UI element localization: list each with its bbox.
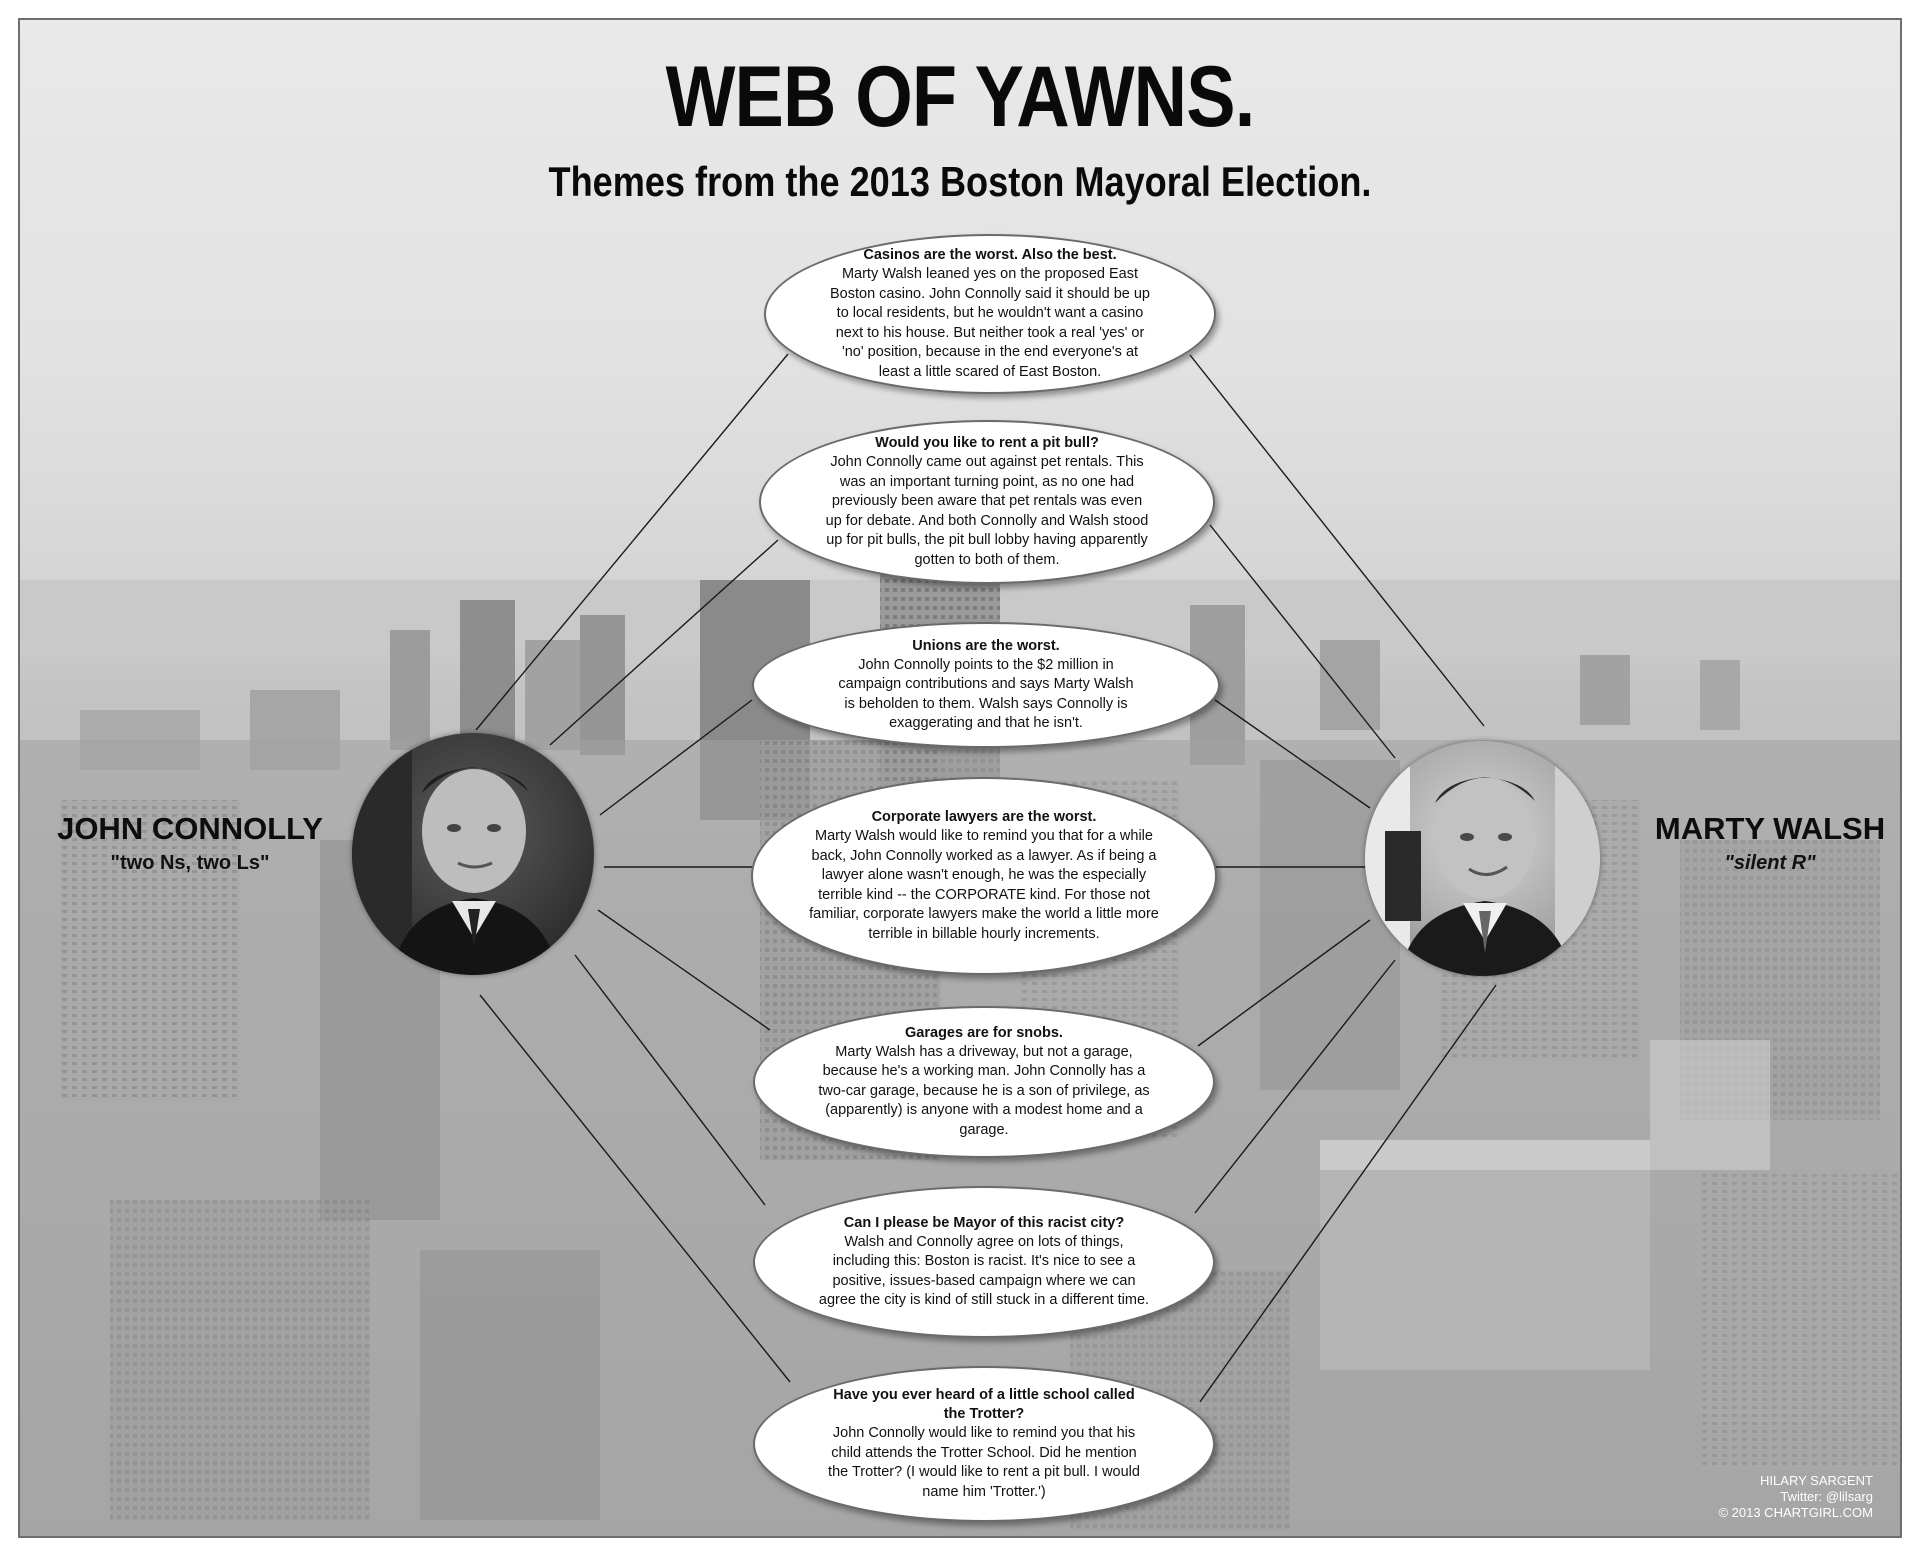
theme-oval-garages xyxy=(753,1006,1215,1158)
theme-oval-trotter xyxy=(753,1366,1215,1522)
theme-body: Walsh and Connolly agree on lots of things, including this: Boston is racist. It's nice to see a positive, issues-based campaign where we can agree the city is kind of still stuck in a different time. xyxy=(818,1233,1150,1308)
connector-left-unions xyxy=(600,700,752,815)
theme-heading: Have you ever heard of a little school called the Trotter? xyxy=(833,1387,1135,1422)
john-connolly-photo xyxy=(352,733,594,975)
theme-oval-unions xyxy=(752,622,1220,748)
connector-left-racist xyxy=(575,955,765,1205)
credit-author: HILARY SARGENT xyxy=(1760,1473,1873,1488)
john-connolly-tagline: "two Ns, two Ls" xyxy=(110,852,270,874)
connector-right-trotter xyxy=(1200,985,1496,1402)
theme-heading: Corporate lawyers are the worst. xyxy=(871,809,1097,825)
theme-body: John Connolly points to the $2 million in campaign contributions and says Marty Walsh is beholden to them. Walsh says Connolly is exaggerating and that he isn't. xyxy=(838,656,1134,731)
theme-body: Marty Walsh would like to remind you that for a while back, John Connolly worked as a lawyer. As if being a lawyer alone wasn't enough, he was the especially terrible kind -- the CORPORATE kind. For those not familiar, corporate lawyers make the world a little more terrible in billable hourly increments. xyxy=(809,828,1159,942)
connector-right-pitbull xyxy=(1210,525,1395,758)
connector-left-trotter xyxy=(480,995,790,1382)
person-silhouette-icon xyxy=(352,733,594,975)
theme-body: John Connolly would like to remind you that his child attends the Trotter School. Did he mention the Trotter? (I would like to rent a pit bull. I would name him 'Trotter.') xyxy=(828,1425,1140,1500)
theme-body: John Connolly came out against pet rentals. This was an important turning point, as no one had previously been aware that pet rentals was even up for debate. And both Connolly and Walsh stood up for pit bulls, the pit bull lobby having apparently gotten to both of them. xyxy=(825,454,1149,568)
theme-heading: Garages are for snobs. xyxy=(905,1024,1063,1041)
theme-oval-racist-city xyxy=(753,1186,1215,1338)
credit-twitter: Twitter: @lilsarg xyxy=(1780,1489,1873,1504)
theme-body: Marty Walsh has a driveway, but not a garage, because he's a working man. John Connolly has a two-car garage, because he is a son of privilege, as (apparently) is anyone with a modest home and a garage. xyxy=(818,1043,1150,1138)
theme-heading: Casinos are the worst. Also the best. xyxy=(863,247,1117,263)
connector-right-garages xyxy=(1198,920,1370,1046)
credit-block xyxy=(1718,1473,1873,1521)
theme-oval-casinos xyxy=(764,234,1216,394)
person-silhouette-icon xyxy=(1365,741,1600,976)
theme-heading: Can I please be Mayor of this racist city? xyxy=(843,1214,1125,1231)
connector-left-garages xyxy=(598,910,770,1030)
connector-right-unions xyxy=(1215,700,1370,808)
main-title: WEB OF YAWNS. xyxy=(665,49,1255,145)
marty-walsh-tagline: "silent R" xyxy=(1724,852,1816,874)
john-connolly-name: JOHN CONNOLLY xyxy=(57,811,323,846)
connector-right-casinos xyxy=(1190,355,1484,726)
credit-copyright: © 2013 CHARTGIRL.COM xyxy=(1718,1505,1873,1520)
theme-oval-lawyers xyxy=(751,777,1217,975)
marty-walsh-name: MARTY WALSH xyxy=(1654,811,1886,846)
theme-oval-pit-bull xyxy=(759,420,1215,584)
marty-walsh-photo xyxy=(1365,741,1600,976)
connector-left-casinos xyxy=(476,354,788,730)
theme-heading: Would you like to rent a pit bull? xyxy=(875,435,1099,451)
connector-left-pitbull xyxy=(550,540,778,745)
connector-right-racist xyxy=(1195,960,1395,1213)
theme-heading: Unions are the worst. xyxy=(912,637,1060,654)
theme-body: Marty Walsh leaned yes on the proposed East Boston casino. John Connolly said it should be up to local residents, but he wouldn't want a casino next to his house. But neither took a real 'yes' or 'no' position, because in the end everyone's at least a little scared of East Boston. xyxy=(829,266,1150,380)
subtitle: Themes from the 2013 Boston Mayoral Election. xyxy=(548,158,1372,205)
